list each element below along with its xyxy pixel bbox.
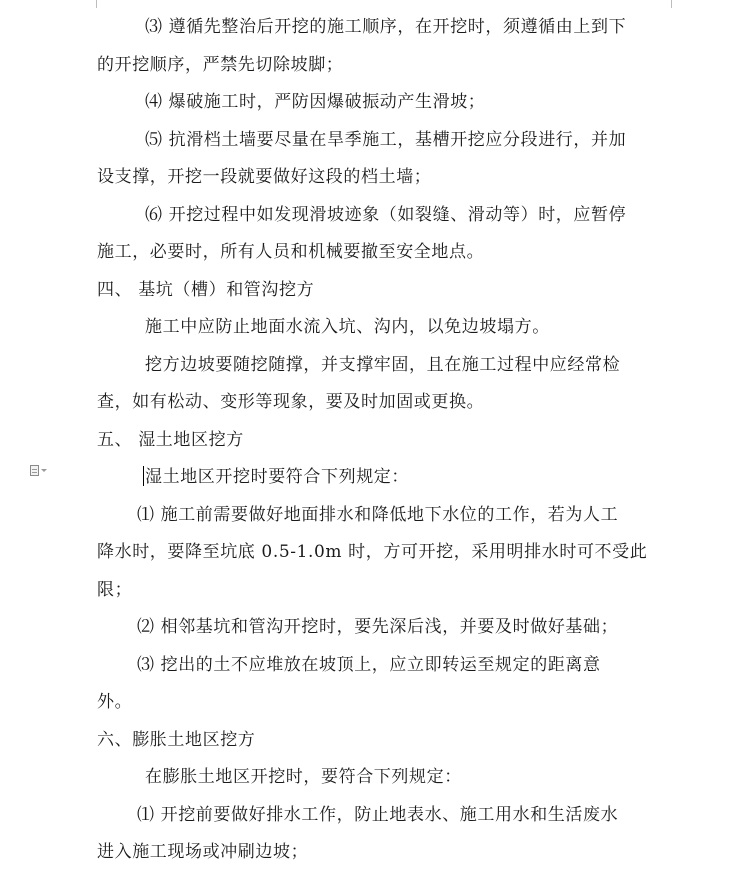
body-line: 设支撑，开挖一段就要做好这段的档土墙； — [97, 167, 432, 187]
body-line: 外。 — [97, 692, 133, 712]
page-corner-mark-right — [671, 0, 672, 8]
body-line: 进入施工现场或冲刷边坡； — [97, 842, 309, 862]
body-line: 施工中应防止地面水流入坑、沟内，以免边坡塌方。 — [145, 317, 550, 337]
chevron-down-icon — [41, 469, 47, 472]
document-options-icon[interactable] — [30, 463, 52, 477]
body-line: ⑷ 爆破施工时，严防因爆破振动产生滑坡； — [145, 92, 486, 112]
section-heading: 四、 基坑（槽）和管沟挖方 — [97, 280, 315, 300]
body-line: 挖方边坡要随挖随撑，并支撑牢固，且在施工过程中应经常检 — [145, 355, 621, 375]
text-cursor — [143, 466, 144, 486]
body-line: ⑸ 抗滑档土墙要尽量在旱季施工，基槽开挖应分段进行，并加 — [145, 130, 627, 150]
body-line: 限； — [97, 580, 133, 600]
body-line: 的开挖顺序，严禁先切除坡脚； — [97, 55, 344, 75]
body-line: ⑶ 挖出的土不应堆放在坡顶上，应立即转运至规定的距离意 — [137, 655, 601, 675]
section-heading: 六、膨胀土地区挖方 — [97, 730, 256, 750]
page-sheet-icon — [30, 465, 39, 476]
body-line: 查，如有松动、变形等现象，要及时加固或更换。 — [97, 392, 485, 412]
section-heading: 五、 湿土地区挖方 — [97, 430, 244, 450]
body-line: ⑴ 开挖前要做好排水工作，防止地表水、施工用水和生活废水 — [137, 805, 619, 825]
body-line: ⑶ 遵循先整治后开挖的施工顺序，在开挖时，须遵循由上到下 — [145, 17, 627, 37]
body-line[interactable]: 湿土地区开挖时要符合下列规定： — [145, 467, 409, 487]
body-line: 在膨胀土地区开挖时，要符合下列规定： — [145, 767, 462, 787]
page-corner-mark-left — [96, 0, 97, 8]
body-line: ⑴ 施工前需要做好地面排水和降低地下水位的工作，若为人工 — [137, 505, 619, 525]
body-line: 施工，必要时，所有人员和机械要撤至安全地点。 — [97, 242, 485, 262]
body-line: ⑵ 相邻基坑和管沟开挖时，要先深后浅，并要及时做好基础； — [137, 617, 619, 637]
body-line: ⑹ 开挖过程中如发现滑坡迹象（如裂缝、滑动等）时，应暂停 — [145, 205, 627, 225]
body-line: 降水时，要降至坑底 0.5-1.0m 时，方可开挖，采用明排水时可不受此 — [97, 542, 648, 562]
